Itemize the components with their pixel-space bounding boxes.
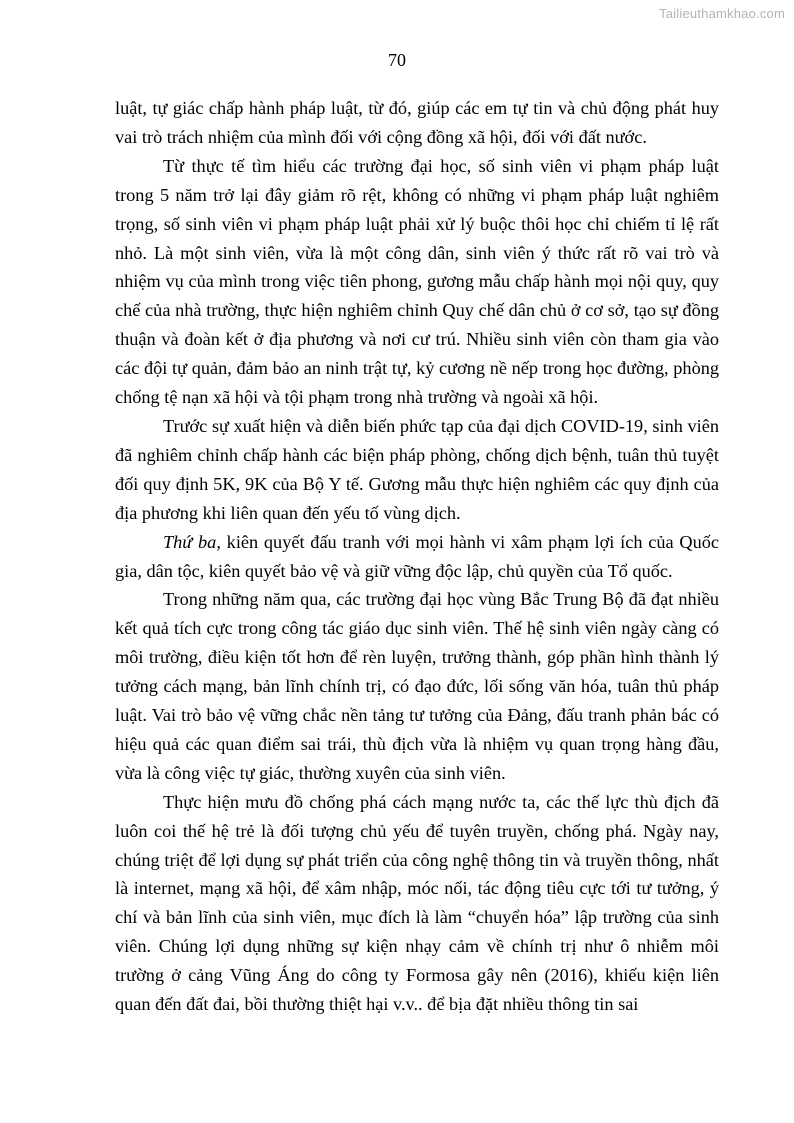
- watermark-text: Tailieuthamkhao.com: [659, 6, 785, 21]
- document-body: [115, 94, 719, 1019]
- paragraph-hostile-forces: Thực hiện mưu đồ chống phá cách mạng nước ta, các thế lực thù địch đã luôn coi thế hệ trẻ là đối tượng chủ yếu để tuyên truyền, chống phá. Ngày nay, chúng triệt để lợi dụng sự phát triển của công nghệ thông tin và truyền thông, nhất là internet, mạng xã hội, để xâm nhập, móc nối, tác động tiêu cực tới tư tưởng, ý chí và bản lĩnh của sinh viên, mục đích là làm “chuyển hóa” lập trường của sinh viên. Chúng lợi dụng những sự kiện nhạy cảm về chính trị như ô nhiễm môi trường ở cảng Vũng Áng do công ty Formosa gây nên (2016), khiếu kiện liên quan đến đất đai, bồi thường thiệt hại v.v.. để bịa đặt nhiều thông tin sai: [115, 791, 719, 1015]
- page-number: 70: [388, 50, 406, 70]
- paragraph-lead-italic: Thứ ba,: [163, 531, 221, 552]
- paragraph-third-point: [115, 528, 719, 586]
- paragraph-continuation: luật, tự giác chấp hành pháp luật, từ đó, giúp các em tự tin và chủ động phát huy vai trò trách nhiệm của mình đối với cộng đồng xã hội, đối với đất nước.: [115, 98, 719, 147]
- paragraph-violations: Từ thực tế tìm hiểu các trường đại học, số sinh viên vi phạm pháp luật trong 5 năm trở lại đây giảm rõ rệt, không có những vi phạm pháp luật nghiêm trọng, số sinh viên vi phạm pháp luật phải xử lý buộc thôi học chỉ chiếm tỉ lệ rất nhỏ. Là một sinh viên, vừa là một công dân, sinh viên ý thức rất rõ vai trò và nhiệm vụ của mình trong việc tiên phong, gương mẫu chấp hành mọi nội quy, quy chế của nhà trường, thực hiện nghiêm chỉnh Quy chế dân chủ ở cơ sở, tạo sự đồng thuận và đoàn kết ở địa phương và nơi cư trú. Nhiều sinh viên còn tham gia vào các đội tự quản, đảm bảo an ninh trật tự, kỷ cương nề nếp trong học đường, phòng chống tệ nạn xã hội và tội phạm trong nhà trường và ngoài xã hội.: [115, 155, 719, 408]
- paragraph-third-text: kiên quyết đấu tranh với mọi hành vi xâm phạm lợi ích của Quốc gia, dân tộc, kiên quyết bảo vệ và giữ vững độc lập, chủ quyền của Tổ quốc.: [115, 531, 719, 581]
- paragraph-achievements: Trong những năm qua, các trường đại học vùng Bắc Trung Bộ đã đạt nhiều kết quả tích cực trong công tác giáo dục sinh viên. Thế hệ sinh viên ngày càng có môi trường, điều kiện tốt hơn để rèn luyện, trưởng thành, góp phần hình thành lý tưởng cách mạng, bản lĩnh chính trị, có đạo đức, lối sống văn hóa, tuân thủ pháp luật. Vai trò bảo vệ vững chắc nền tảng tư tưởng của Đảng, đấu tranh phản bác có hiệu quả các quan điểm sai trái, thù địch vừa là nhiệm vụ quan trọng hàng đầu, vừa là công việc tự giác, thường xuyên của sinh viên.: [115, 589, 719, 783]
- paragraph-covid: Trước sự xuất hiện và diễn biến phức tạp của đại dịch COVID-19, sinh viên đã nghiêm chỉnh chấp hành các biện pháp phòng, chống dịch bệnh, tuân thủ tuyệt đối quy định 5K, 9K của Bộ Y tế. Gương mẫu thực hiện nghiêm các quy định của địa phương khi liên quan đến yếu tố vùng dịch.: [115, 415, 719, 523]
